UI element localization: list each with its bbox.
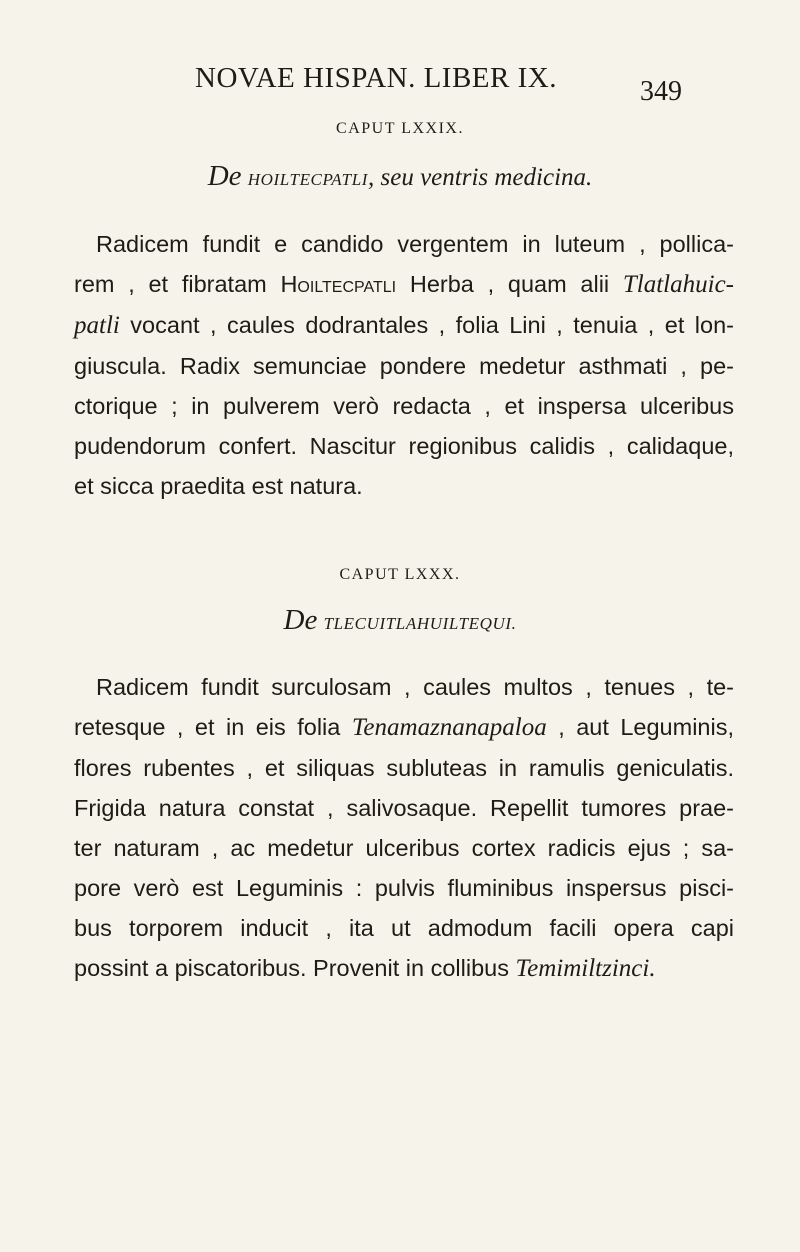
text-line: bus torporem inducit , ita ut admodum facili opera capi	[74, 915, 734, 941]
chapter-paragraph	[74, 224, 734, 506]
text-line: ctorique ; in pulverem verò redacta , et inspersa ulceribus	[74, 393, 734, 419]
text-line: pudendorum confert. Nascitur regionibus calidis , calidaque,	[74, 433, 734, 459]
title-initial: De	[283, 604, 318, 636]
text-line: et sicca praedita est natura.	[74, 473, 363, 499]
text-line: giuscula. Radix semunciae pondere medetur asthmati , pe-	[74, 353, 734, 379]
section-title	[0, 604, 800, 637]
page-number: 349	[640, 76, 682, 107]
text-line: Frigida natura constat , salivosaque. Repellit tumores prae-	[74, 795, 734, 821]
title-initial: De	[207, 160, 242, 192]
text-line: pore verò est Leguminis : pulvis fluminibus inspersus pisci-	[74, 875, 734, 901]
chapter-heading: CAPUT LXXX.	[339, 566, 461, 583]
text-line: ter naturam , ac medetur ulceribus cortex radicis ejus ; sa-	[74, 835, 734, 861]
title-plant-name: TLECUITLAHUILTEQUI.	[323, 614, 517, 633]
text-line: possint a piscatoribus. Provenit in collibus Temimiltzinci.	[74, 955, 656, 982]
text-line: rem , et fibratam Hoiltecpatli Herba , quam alii Tlatlahuic-	[74, 271, 734, 298]
text-line: flores rubentes , et siliquas subluteas in ramulis geniculatis.	[74, 755, 734, 781]
title-plant-name: HOILTECPATLI	[247, 170, 369, 189]
text-line: Radicem fundit e candido vergentem in luteum , pollica-	[96, 231, 734, 257]
running-head: NOVAE HISPAN. LIBER IX.	[195, 62, 557, 94]
text-line: retesque , et in eis folia Tenamaznanapaloa , aut Leguminis,	[74, 714, 734, 741]
chapter-heading: CAPUT LXXIX.	[336, 120, 464, 137]
chapter-paragraph	[74, 667, 734, 989]
section-title	[0, 160, 800, 193]
text-line: patli vocant , caules dodrantales , folia Lini , tenuia , et lon-	[74, 312, 734, 339]
title-rest: , seu ventris medicina.	[368, 164, 593, 191]
text-line: Radicem fundit surculosam , caules multos , tenues , te-	[96, 674, 734, 700]
